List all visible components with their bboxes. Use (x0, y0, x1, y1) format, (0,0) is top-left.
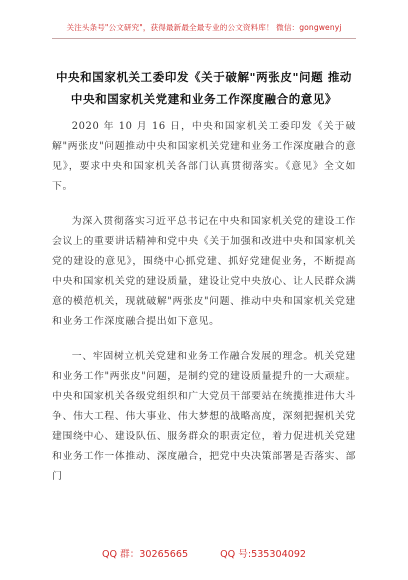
paragraph-section-1: 一、牢固树立机关党建和业务工作融合发展的理念。机关党建和业务工作"两张皮"问题，是制约党的建设质量提升的一大顽症。中央和国家机关各级党组织和广大党员干部要站在统揽推进伟大斗争、伟大工程、伟大事业、伟大梦想的战略高度，深刻把握机关党建围绕中心、建设队伍、服务群众的职责定位，着力促进机关党建和业务工作一体推动、深度融合，把党中央决策部署是否落实、部门 (52, 351, 356, 482)
document-title (44, 66, 364, 110)
document-body (52, 117, 356, 502)
title-line-1: 中央和国家机关工委印发《关于破解"两张皮"问题 推动 (55, 70, 353, 84)
footer-qq-group: QQ 群：30265665 (101, 549, 189, 560)
paragraph-purpose: 为深入贯彻落实习近平总书记在中央和国家机关党的建设工作会议上的重要讲话精神和党中央《关于加强和改进中央和国家机关党的建设的意见》，围绕中心抓党建、抓好党建促业务，不断提高中央和国家机关党的建设质量，建设让党中央放心、让人民群众满意的模范机关，现就破解"两张皮"问题、推动中央和国家机关党建和业务工作深度融合提出如下意见。 (52, 216, 356, 327)
header-promo: 关注头条号"公文研究"，获得最新最全最专业的公文资料库！ 微信：gongwenyj (52, 22, 356, 39)
title-line-2: 中央和国家机关党建和业务工作深度融合的意见》 (70, 92, 338, 106)
footer-qq-number: QQ 号:535304092 (220, 549, 307, 560)
footer-contact (0, 546, 408, 560)
paragraph-intro: 2020 年 10 月 16 日，中央和国家机关工委印发《关于破解"两张皮"问题推动中央和国家机关党建和业务工作深度融合的意见》，要求中央和国家机关各部门认真贯彻落实。《意见》全文如下。 (52, 121, 356, 192)
